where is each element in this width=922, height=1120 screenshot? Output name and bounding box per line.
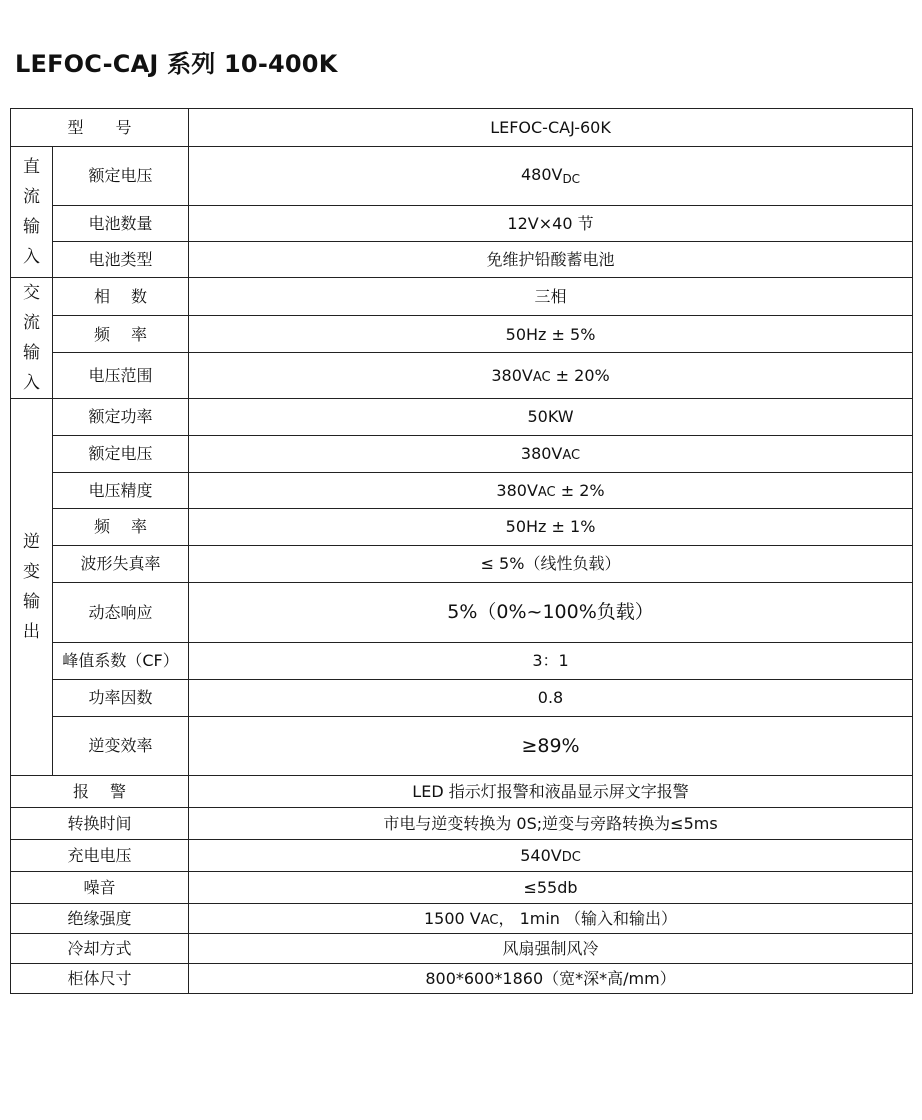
battery-type-label: 电池类型 [53, 242, 189, 278]
table-row [11, 147, 913, 206]
table-row [11, 872, 913, 904]
voltage-range-label: 电压范围 [53, 353, 189, 399]
inverter-efficiency-label: 逆变效率 [53, 717, 189, 776]
rated-power-label: 额定功率 [53, 399, 189, 436]
battery-type-value: 免维护铅酸蓄电池 [189, 242, 913, 278]
dc-rated-voltage-label: 额定电压 [53, 147, 189, 206]
table-row [11, 808, 913, 840]
table-row [11, 436, 913, 473]
table-row [11, 509, 913, 546]
table-row [11, 776, 913, 808]
crest-factor-value: 3：1 [189, 643, 913, 680]
charge-voltage-value: 540VDC [189, 840, 913, 872]
transfer-time-label: 转换时间 [11, 808, 189, 840]
cooling-label: 冷却方式 [11, 934, 189, 964]
out-rated-voltage-value: 380VAC [189, 436, 913, 473]
insulation-label: 绝缘强度 [11, 904, 189, 934]
page-title: LEFOC-CAJ 系列 10-400K [15, 50, 338, 78]
waveform-distortion-value: ≤ 5%（线性负载） [189, 546, 913, 583]
cabinet-size-value: 800*600*1860（宽*深*高/mm） [189, 964, 913, 994]
noise-value: ≤55db [189, 872, 913, 904]
power-factor-value: 0.8 [189, 680, 913, 717]
voltage-accuracy-label: 电压精度 [53, 473, 189, 509]
model-value: LEFOC-CAJ-60K [189, 109, 913, 147]
rated-power-value: 50KW [189, 399, 913, 436]
out-frequency-label: 频 率 [53, 509, 189, 546]
table-row [11, 473, 913, 509]
battery-count-label: 电池数量 [53, 206, 189, 242]
table-row [11, 242, 913, 278]
power-factor-label: 功率因数 [53, 680, 189, 717]
alarm-label: 报 警 [11, 776, 189, 808]
noise-label: 噪音 [11, 872, 189, 904]
out-frequency-value: 50Hz ± 1% [189, 509, 913, 546]
dynamic-response-label: 动态响应 [53, 583, 189, 643]
ac-frequency-value: 50Hz ± 5% [189, 316, 913, 353]
inverter-output-group-label: 逆 变 输 出 [11, 399, 53, 776]
table-row [11, 904, 913, 934]
voltage-accuracy-value: 380VAC ± 2% [189, 473, 913, 509]
table-row [11, 680, 913, 717]
ac-input-group-label: 交 流 输 入 [11, 278, 53, 399]
table-row [11, 643, 913, 680]
charge-voltage-label: 充电电压 [11, 840, 189, 872]
model-label: 型 号 [11, 109, 189, 147]
table-row [11, 399, 913, 436]
phases-value: 三相 [189, 278, 913, 316]
table-row [11, 840, 913, 872]
spec-table [10, 108, 913, 994]
table-row [11, 353, 913, 399]
cabinet-size-label: 柜体尺寸 [11, 964, 189, 994]
table-row [11, 109, 913, 147]
transfer-time-value: 市电与逆变转换为 0S;逆变与旁路转换为≤5ms [189, 808, 913, 840]
ac-frequency-label: 频 率 [53, 316, 189, 353]
out-rated-voltage-label: 额定电压 [53, 436, 189, 473]
table-row [11, 316, 913, 353]
inverter-efficiency-value: ≥89% [189, 717, 913, 776]
alarm-value: LED 指示灯报警和液晶显示屏文字报警 [189, 776, 913, 808]
dc-rated-voltage-value: $480V_{DC}$ [189, 147, 913, 206]
table-row [11, 964, 913, 994]
insulation-value: 1500 VAC， 1min （输入和输出） [189, 904, 913, 934]
table-row [11, 546, 913, 583]
dc-input-group-label: 直 流 输 入 [11, 147, 53, 278]
phases-label: 相 数 [53, 278, 189, 316]
table-row [11, 717, 913, 776]
table-row [11, 206, 913, 242]
table-row [11, 278, 913, 316]
crest-factor-label: 峰值系数（CF） [53, 643, 189, 680]
voltage-range-value: 380VAC ± 20% [189, 353, 913, 399]
battery-count-value: 12V×40 节 [189, 206, 913, 242]
cooling-value: 风扇强制风冷 [189, 934, 913, 964]
dynamic-response-value: 5%（0%~100%负载） [189, 583, 913, 643]
waveform-distortion-label: 波形失真率 [53, 546, 189, 583]
table-row [11, 583, 913, 643]
table-row [11, 934, 913, 964]
